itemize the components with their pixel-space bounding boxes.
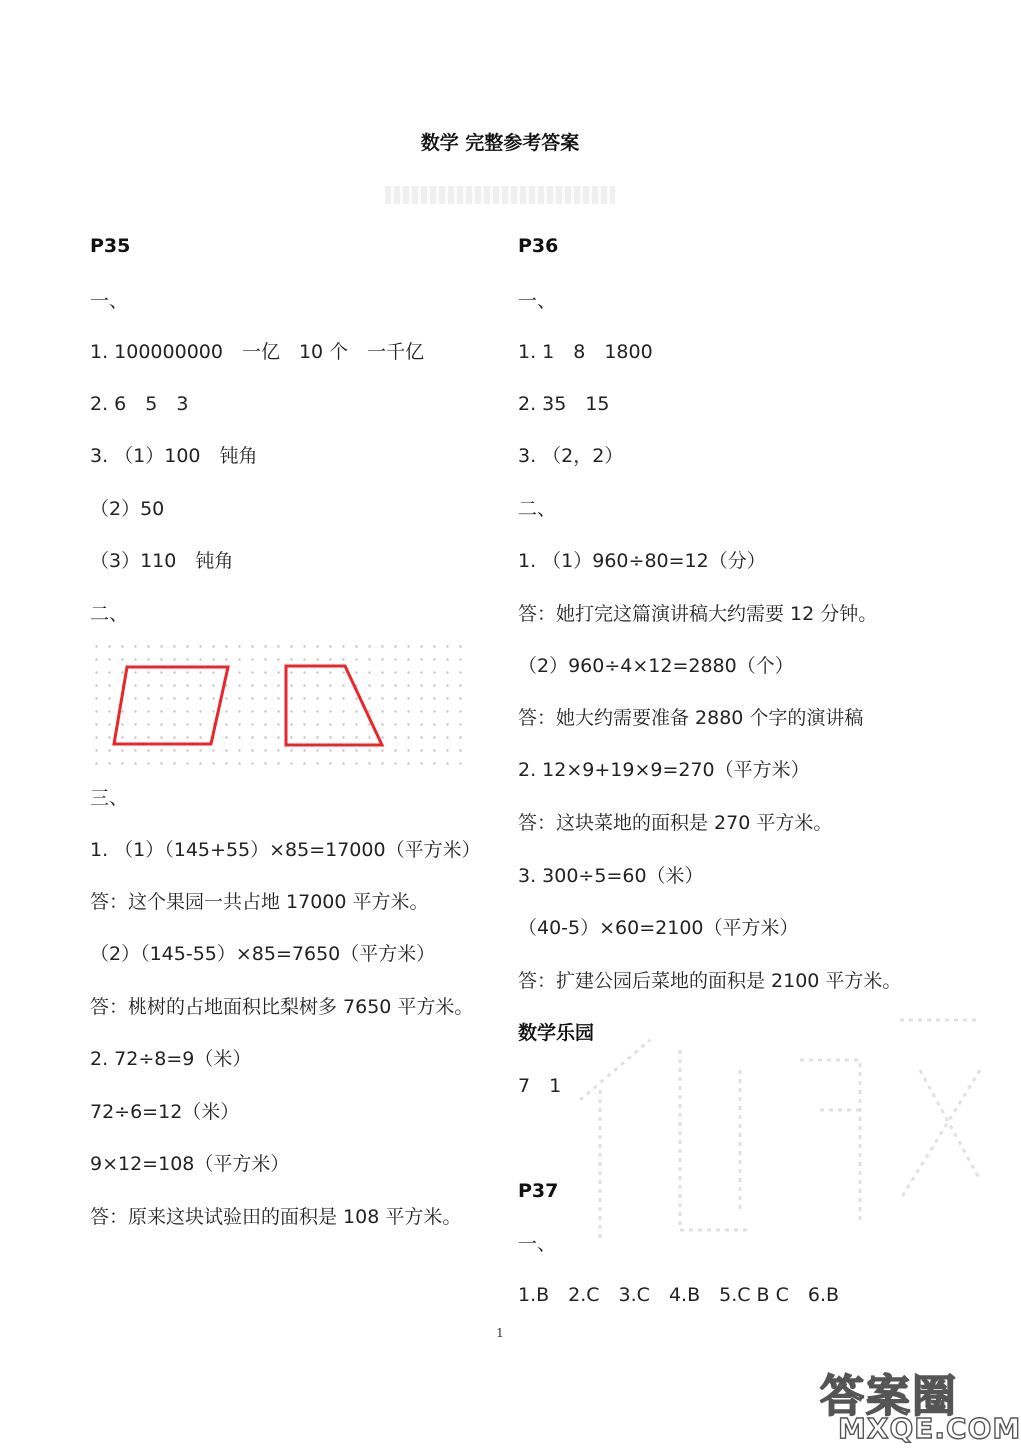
shape-drawings [90, 640, 470, 765]
answer-line: 答：她大约需要准备 2880 个字的演讲稿 [518, 707, 864, 729]
section-heading-p36: P36 [518, 235, 559, 257]
answer-line: 2. 6 5 3 [90, 393, 189, 415]
answer-line: 3. （2，2） [518, 445, 624, 467]
answer-line: 7 1 [518, 1075, 562, 1097]
answer-line: 答：她打完这篇演讲稿大约需要 12 分钟。 [518, 603, 878, 625]
answer-line: 答：桃树的占地面积比梨树多 7650 平方米。 [90, 996, 474, 1018]
site-watermark-logo [820, 1360, 1021, 1450]
answer-line: 1. （1）960÷80=12（分） [518, 550, 766, 572]
faint-background-watermark [540, 980, 1000, 1280]
answer-line: 1. 100000000 一亿 10 个 一千亿 [90, 341, 425, 363]
part-label: 一、 [518, 290, 557, 312]
answer-line: （2）（145-55）×85=7650（平方米） [90, 943, 436, 965]
answer-line: 1.B 2.C 3.C 4.B 5.C B C 6.B [518, 1284, 840, 1306]
answer-line: 1. 1 8 1800 [518, 341, 653, 363]
part-label: 三、 [90, 787, 129, 809]
part-label: 一、 [90, 290, 129, 312]
answer-line: （3）110 钝角 [90, 550, 234, 572]
answer-line: 答：这个果园一共占地 17000 平方米。 [90, 891, 429, 913]
faint-watermark-strip [385, 186, 615, 204]
parallelogram-shape [114, 667, 228, 744]
answer-line: 答：这块菜地的面积是 270 平方米。 [518, 812, 833, 834]
section-heading-math-garden: 数学乐园 [518, 1022, 595, 1044]
answer-line: （2）960÷4×12=2880（个） [518, 655, 794, 677]
answer-line: 72÷6=12（米） [90, 1101, 240, 1123]
answer-line: 3. （1）100 钝角 [90, 445, 258, 467]
trapezoid-shape [286, 666, 382, 745]
answer-line: （2）50 [90, 498, 165, 520]
part-label: 二、 [90, 603, 129, 625]
section-heading-p37: P37 [518, 1180, 559, 1202]
answer-line: 答：扩建公园后菜地的面积是 2100 平方米。 [518, 970, 902, 992]
part-label: 一、 [518, 1233, 557, 1255]
page-number: 1 [496, 1326, 504, 1340]
answer-line: 2. 72÷8=9（米） [90, 1048, 252, 1070]
section-heading-p35: P35 [90, 235, 131, 257]
answer-line: 答：原来这块试验田的面积是 108 平方米。 [90, 1206, 462, 1228]
watermark-en-text: MXQE.COM [838, 1412, 1021, 1445]
answer-line: 9×12=108（平方米） [90, 1153, 290, 1175]
answer-line: （40-5）×60=2100（平方米） [518, 917, 799, 939]
answer-line: 2. 12×9+19×9=270（平方米） [518, 759, 810, 781]
answer-line: 3. 300÷5=60（米） [518, 865, 704, 887]
page-title: 数学 完整参考答案 [420, 132, 580, 154]
part-label: 二、 [518, 498, 557, 520]
answer-line: 1. （1）（145+55）×85=17000（平方米） [90, 839, 481, 861]
answer-line: 2. 35 15 [518, 393, 610, 415]
watermark-cn-text: 答案圈 [820, 1371, 958, 1422]
